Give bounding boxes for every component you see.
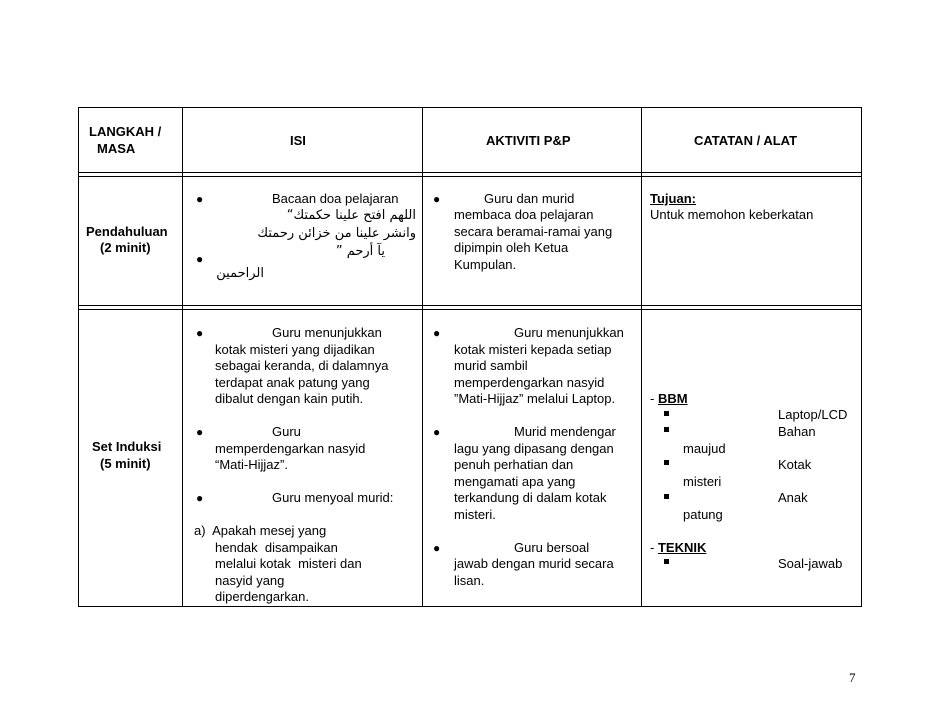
square-bullet-icon [664, 494, 669, 499]
col-border-1 [182, 107, 183, 607]
row1-langkah-line2: (2 minit) [100, 240, 151, 255]
row1-aktiviti-line2: membaca doa pelajaran [454, 207, 594, 222]
col-border-3 [641, 107, 642, 607]
row2-isi-d3: melalui kotak misteri dan [215, 556, 362, 571]
row2-aktiviti-b3: penuh perhatian dan [454, 457, 574, 472]
row2-isi-d1: a) Apakah mesej yang [194, 523, 327, 538]
header-langkah-line1: LANGKAH / [89, 124, 162, 139]
row2-aktiviti-c3: lisan. [454, 573, 485, 588]
teknik-dash: - [650, 540, 658, 555]
row1-aktiviti-line5: Kumpulan. [454, 257, 517, 272]
bullet-icon: ● [196, 326, 204, 340]
row1-isi-arabic2: وانشر علينا من خزائن رحمتك [257, 226, 416, 241]
bbm-item-laptop: Laptop/LCD [778, 407, 848, 422]
square-bullet-icon [664, 559, 669, 564]
bullet-icon: ● [196, 425, 204, 439]
header-catatan: CATATAN / ALAT [694, 133, 798, 148]
row1-catatan-tujuan-text: Untuk memohon keberkatan [650, 207, 814, 222]
row2-aktiviti-b4: mengamati apa yang [454, 474, 576, 489]
row2-isi-a1: Guru menunjukkan [272, 325, 382, 340]
bullet-icon: ● [196, 192, 204, 206]
row1-langkah-line1: Pendahuluan [86, 224, 168, 239]
bbm-item-maujud: maujud [683, 441, 726, 456]
row2-isi-b1: Guru [272, 424, 301, 439]
row2-aktiviti-a4: memperdengarkan nasyid [454, 375, 605, 390]
col-border-0 [78, 107, 79, 607]
row1-isi-arabic4: الراحمين [216, 266, 264, 281]
row1-aktiviti-line1: Guru dan murid [484, 191, 575, 206]
row2-isi-a4: terdapat anak patung yang [215, 375, 370, 390]
bullet-icon: ● [433, 192, 441, 206]
header-divider-b [78, 176, 862, 177]
col-border-2 [422, 107, 423, 607]
header-isi: ISI [290, 133, 306, 148]
row2-langkah-line1: Set Induksi [92, 439, 162, 454]
row2-langkah-line2: (5 minit) [100, 456, 151, 471]
row2-isi-d2: hendak disampaikan [215, 540, 338, 555]
row2-isi-d5: diperdengarkan. [215, 589, 309, 604]
row-divider-a [78, 305, 862, 306]
bullet-icon: ● [196, 252, 204, 266]
col-border-4 [861, 107, 862, 607]
header-langkah-line2: MASA [97, 141, 136, 156]
row2-isi-a3: sebagai keranda, di dalamnya [215, 358, 389, 373]
row2-aktiviti-c2: jawab dengan murid secara [454, 556, 614, 571]
row2-isi-a5: dibalut dengan kain putih. [215, 391, 364, 406]
square-bullet-icon [664, 460, 669, 465]
row2-isi-b2: memperdengarkan nasyid [215, 441, 366, 456]
teknik-heading [650, 540, 706, 556]
row-divider-b [78, 309, 862, 310]
row2-aktiviti-a2: kotak misteri kepada setiap [454, 342, 612, 357]
bbm-item-anak: Anak [778, 490, 808, 505]
row2-aktiviti-b6: misteri. [454, 507, 496, 522]
page-number: 7 [849, 670, 856, 685]
bullet-icon: ● [433, 541, 441, 555]
table-border-top [78, 107, 862, 108]
bbm-label: BBM [657, 391, 688, 406]
row1-aktiviti-line3: secara beramai-ramai yang [454, 224, 613, 239]
bullet-icon: ● [196, 491, 204, 505]
table-border-bottom [78, 606, 862, 607]
bullet-icon: ● [433, 425, 441, 439]
bbm-item-bahan: Bahan [778, 424, 816, 439]
header-aktiviti: AKTIVITI P&P [486, 133, 571, 148]
bbm-item-patung: patung [683, 507, 723, 522]
row2-aktiviti-a5: ”Mati-Hijjaz” melalui Laptop. [454, 391, 616, 406]
row2-aktiviti-a3: murid sambil [454, 358, 528, 373]
row1-catatan-tujuan-label: Tujuan: [650, 191, 696, 206]
row1-isi-arabic1: اللهم افتح علينا حكمتك“ [286, 208, 416, 223]
square-bullet-icon [664, 427, 669, 432]
row2-aktiviti-a1: Guru menunjukkan [514, 325, 624, 340]
row2-isi-b3: “Mati-Hijjaz”. [215, 457, 288, 472]
row2-isi-d4: nasyid yang [215, 573, 285, 588]
row1-aktiviti-line4: dipimpin oleh Ketua [454, 240, 569, 255]
row2-aktiviti-b5: terkandung di dalam kotak [454, 490, 607, 505]
row2-isi-c1: Guru menyoal murid: [272, 490, 394, 505]
header-divider-a [78, 172, 862, 173]
row2-isi-a2: kotak misteri yang dijadikan [215, 342, 375, 357]
bullet-icon: ● [433, 326, 441, 340]
bbm-heading [650, 391, 688, 407]
row2-aktiviti-c1: Guru bersoal [514, 540, 590, 555]
row2-aktiviti-b2: lagu yang dipasang dengan [454, 441, 614, 456]
bbm-item-kotak: Kotak [778, 457, 812, 472]
teknik-item-soal-jawab: Soal-jawab [778, 556, 843, 571]
row2-aktiviti-b1: Murid mendengar [514, 424, 616, 439]
bbm-item-misteri: misteri [683, 474, 722, 489]
bbm-dash: - [650, 391, 658, 406]
row1-isi-arabic3: يآ أرحم ” [335, 244, 385, 259]
teknik-label: TEKNIK [657, 540, 707, 555]
row1-isi-line1: Bacaan doa pelajaran [272, 191, 399, 206]
square-bullet-icon [664, 411, 669, 416]
